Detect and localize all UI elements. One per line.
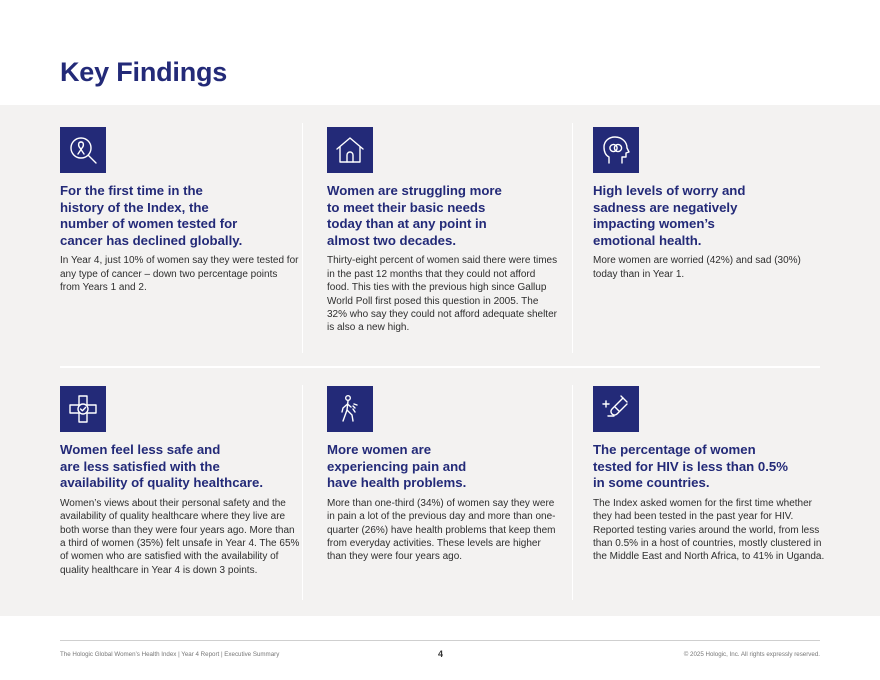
- page-number: 4: [438, 649, 444, 659]
- finding-heading: The percentage of women tested for HIV is less than 0.5% in some countries.: [593, 442, 788, 491]
- finding-card-emotional-health: [593, 127, 825, 281]
- head-mind-icon: [593, 127, 639, 173]
- finding-body: The Index asked women for the first time whether they had been tested in the past year for HIV. Reported testing varies around the world, from less than 0.5% in a host of countries, mostly clustered in the Middle East and North Africa, to 41% in Uganda.: [593, 497, 825, 563]
- ribbon-search-icon: [60, 127, 106, 173]
- finding-card-safety-healthcare: [60, 386, 300, 577]
- finding-card-basic-needs: [327, 127, 559, 335]
- footer-rule: [60, 640, 820, 641]
- footer-report-name: The Hologic Global Women’s Health Index | Year 4 Report | Executive Summary: [60, 651, 280, 658]
- finding-heading: For the first time in the history of the Index, the number of women tested for cancer has declined globally.: [60, 183, 243, 248]
- person-pain-icon: [327, 386, 373, 432]
- column-divider: [302, 123, 303, 353]
- finding-heading: More women are experiencing pain and have health problems.: [327, 442, 467, 491]
- finding-body: More than one-third (34%) of women say they were in pain a lot of the previous day and more than one-quarter (26%) have health problems that keep them from everyday activities. These levels are higher than they were four years ago.: [327, 497, 556, 563]
- test-tube-icon: [593, 386, 639, 432]
- finding-heading: Women feel less safe and are less satisfied with the availability of quality healthcare.: [60, 442, 264, 491]
- finding-heading: High levels of worry and sadness are negatively impacting women’s emotional health.: [593, 183, 746, 248]
- finding-body: More women are worried (42%) and sad (30%) today than in Year 1.: [593, 255, 801, 280]
- finding-card-pain: [327, 386, 559, 564]
- finding-body: Thirty-eight percent of women said there were times in the past 12 months that they could not afford food. This ties with the previous high since Gallup World Poll first posed this question in 2005. The 32% who say they could not afford adequate shelter is also a new high.: [327, 255, 558, 334]
- column-divider: [572, 123, 573, 353]
- findings-panel: [0, 105, 880, 616]
- house-icon: [327, 127, 373, 173]
- page-title: Key Findings: [60, 57, 228, 87]
- column-divider: [572, 385, 573, 600]
- finding-card-cancer-testing: [60, 127, 300, 295]
- finding-card-hiv-testing: [593, 386, 825, 564]
- row-divider: [60, 366, 820, 368]
- medical-cross-check-icon: [60, 386, 106, 432]
- finding-body: In Year 4, just 10% of women say they were tested for any type of cancer – down two percentage points from Years 1 and 2.: [60, 255, 299, 294]
- column-divider: [302, 385, 303, 600]
- finding-heading: Women are struggling more to meet their basic needs today than at any point in almost two decades.: [327, 183, 502, 248]
- finding-body: Women’s views about their personal safety and the availability of quality healthcare where they live are both worse than they were four years ago. More than a third of women (35%) felt unsafe in Year 4. The 65% of women who are satisfied with the availability of quality healthcare in Year 4 is down 3 points.: [60, 497, 300, 576]
- footer-copyright: © 2025 Hologic, Inc. All rights expressly reserved.: [683, 651, 820, 658]
